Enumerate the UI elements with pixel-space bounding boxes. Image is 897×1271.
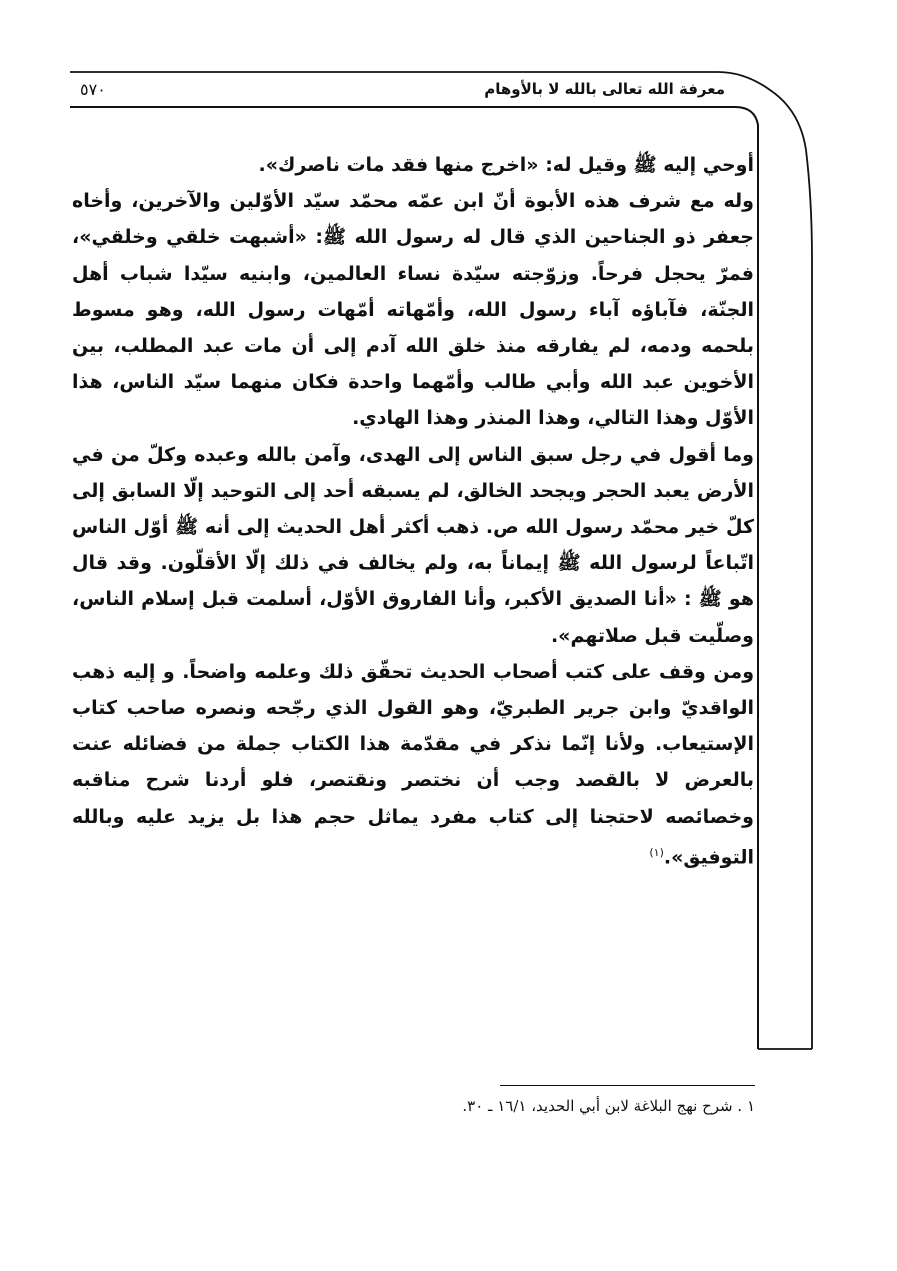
paragraph: وله مع شرف هذه الأبوة أنّ ابن عمّه محمّد سيّد الأوّلين والآخرين، وأخاه جعفر ذو الجناحين الذي قال له رسول الله ﷺ: «أشبهت خلقي وخلقي»، فمرّ يحجل فرحاً. وزوّجته سيّدة نساء العالمين، وابنيه سيّدا شباب أهل الجنّة، فآباؤه آباء رسول الله، وأمّهاته أمّهات رسول الله، وهو مسوط بلحمه ودمه، لم يفارقه منذ خلق الله آدم إلى أن مات عبد المطلب، بين الأخوين عبد الله وأبي طالب وأمّهما واحدة فكان منهما سيّد الناس، هذا الأوّل وهذا التالي، وهذا المنذر وهذا الهادي. [72, 190, 754, 430]
running-title: معرفة الله تعالى بالله لا بالأوهام [484, 80, 725, 98]
main-text [72, 147, 754, 875]
footnote: ١ . شرح نهج البلاغة لابن أبي الحديد، ١٦/١ ـ ٣٠. [462, 1097, 755, 1115]
paragraph: أوحي إليه ﷺ وقيل له: «اخرج منها فقد مات ناصرك». [258, 154, 754, 176]
footnote-marker: (١) [649, 845, 664, 859]
paragraph-text: ومن وقف على كتب أصحاب الحديث تحقّق ذلك وعلمه واضحاً. و إليه ذهب الواقديّ وابن جرير الطبريّ، وهو القول الذي رجّحه ونصره صاحب كتاب الإستيعاب. ولأنا إنّما نذكر في مقدّمة هذا الكتاب جملة من فضائله عنت بالعرض لا بالقصد وجب أن نختصر ونقتصر، فلو أردنا شرح مناقبه وخصائصه لاحتجنا إلى كتاب مفرد يماثل حجم هذا بل يزيد عليه وبالله التوفيق». [72, 660, 754, 869]
page-number: ٥٧٠ [80, 80, 106, 99]
footnote-divider [500, 1085, 755, 1086]
paragraph [72, 654, 754, 876]
paragraph: وما أقول في رجل سبق الناس إلى الهدى، وآمن بالله وعبده وكلّ من في الأرض يعبد الحجر ويجحد الخالق، لم يسبقه أحد إلى التوحيد إلّا السابق إلى كلّ خير محمّد رسول الله ص. ذهب أكثر أهل الحديث إلى أنه ﷺ أوّل الناس اتّباعاً لرسول الله ﷺ إيماناً به، ولم يخالف في ذلك إلّا الأقلّون. وقد قال هو ﷺ : «أنا الصديق الأكبر، وأنا الفاروق الأوّل، أسلمت قبل إسلام الناس، وصلّيت قبل صلاتهم». [72, 443, 754, 647]
